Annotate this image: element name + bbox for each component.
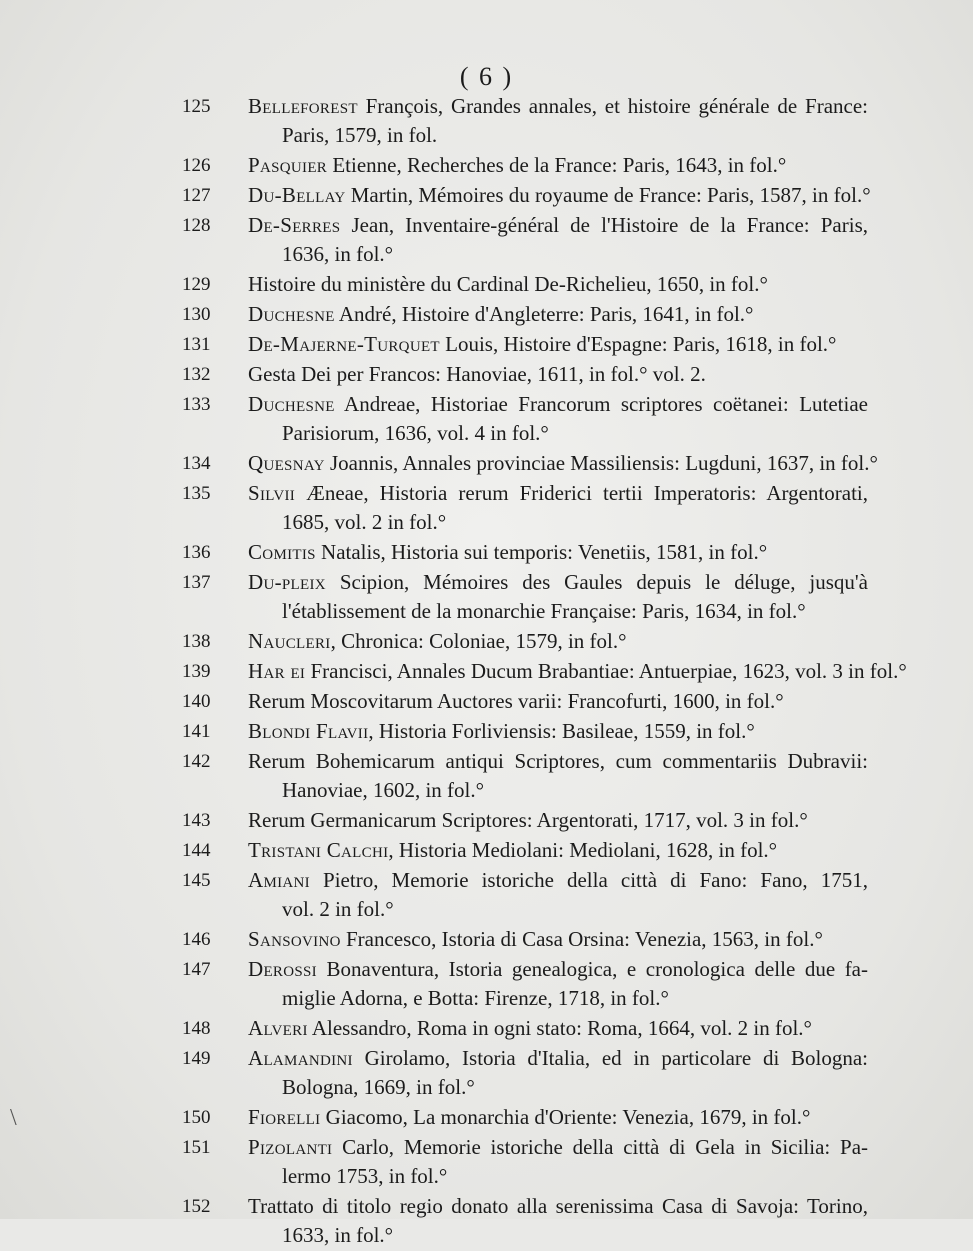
- entry-number: 151: [182, 1137, 211, 1158]
- entry-number: 149: [182, 1048, 211, 1069]
- entry-number: 152: [182, 1196, 211, 1217]
- entry-text: Francisci, Annales Ducum Brabantiae: Antuerpiae, 1623, vol. 3 in fol.°: [310, 659, 907, 683]
- catalog-entry: [0, 717, 868, 746]
- entry-text: Martin, Mémoires du royaume de France: Paris, 1587, in fol.°: [350, 183, 871, 207]
- entry-first-line: [248, 568, 868, 597]
- entry-text: Etienne, Recherches de la France: Paris, 1643, in fol.°: [332, 153, 787, 177]
- entry-text: François, Grandes annales, et histoire générale de France:: [365, 94, 868, 118]
- entry-author: Har ei: [248, 659, 306, 683]
- entry-first-line: [248, 866, 868, 895]
- entry-text: , Historia Mediolani: Mediolani, 1628, in fol.°: [388, 838, 778, 862]
- entry-continuation: 1633, in fol.°: [282, 1223, 394, 1247]
- entry-continuation: Hanoviae, 1602, in fol.°: [282, 778, 485, 802]
- entry-number: 137: [182, 572, 211, 593]
- entry-continuation: l'établissement de la monarchie Française: Paris, 1634, in fol.°: [282, 599, 806, 623]
- entry-continuation: lermo 1753, in fol.°: [282, 1164, 448, 1188]
- catalog-list: [0, 92, 973, 1251]
- entry-number: 142: [182, 751, 211, 772]
- catalog-entry: [0, 1014, 868, 1043]
- catalog-entry: [0, 449, 878, 478]
- catalog-entry: [0, 866, 868, 924]
- catalog-entry: [0, 479, 868, 537]
- entry-author: Comitis: [248, 540, 316, 564]
- entry-first-line: [248, 330, 868, 359]
- entry-number: 126: [182, 155, 211, 176]
- entry-text: Girolamo, Istoria d'Italia, ed in particolare di Bologna:: [364, 1046, 869, 1070]
- entry-author: Tristani Calchi: [248, 838, 389, 862]
- entry-text: Scipion, Mémoires des Gaules depuis le déluge, jusqu'à: [339, 570, 869, 594]
- margin-mark: \: [10, 1105, 17, 1131]
- catalog-entry: [0, 360, 868, 389]
- entry-number: 125: [182, 96, 211, 117]
- entry-text: Natalis, Historia sui temporis: Venetiis, 1581, in fol.°: [321, 540, 768, 564]
- entry-first-line: [248, 1103, 868, 1132]
- entry-first-line: [248, 1044, 868, 1073]
- entry-author: Duchesne: [248, 302, 335, 326]
- catalog-entry: [0, 627, 868, 656]
- entry-author: Naucleri: [248, 629, 331, 653]
- catalog-entry: [0, 747, 868, 805]
- entry-text: , Chronica: Coloniae, 1579, in fol.°: [330, 629, 627, 653]
- entry-first-line: [248, 151, 868, 180]
- entry-author: Du-Bellay: [248, 183, 346, 207]
- entry-number: 131: [182, 334, 211, 355]
- entry-first-line: [248, 479, 868, 508]
- entry-author: Derossi: [248, 957, 317, 981]
- entry-author: Belleforest: [248, 94, 358, 118]
- entry-text: Rerum Moscovitarum Auctores varii: Francofurti, 1600, in fol.°: [248, 689, 784, 713]
- entry-number: 133: [182, 394, 211, 415]
- entry-text: Andreae, Historiae Francorum scriptores coëtanei: Lutetiae: [344, 392, 868, 416]
- entry-first-line: [248, 925, 868, 954]
- entry-continuation: Parisiorum, 1636, vol. 4 in fol.°: [282, 421, 549, 445]
- catalog-entry: [0, 687, 868, 716]
- entry-number: 132: [182, 364, 211, 385]
- entry-first-line: [248, 747, 868, 776]
- entry-author: De-Serres: [248, 213, 341, 237]
- entry-text: Bonaventura, Istoria genealogica, e cronologica delle due fa-: [326, 957, 869, 981]
- catalog-entry: [0, 1192, 868, 1250]
- entry-first-line: [248, 181, 871, 210]
- entry-author: Pizolanti: [248, 1135, 333, 1159]
- catalog-entry: [0, 836, 868, 865]
- entry-text: Æneae, Historia rerum Friderici tertii Imperatoris: Argentorati,: [306, 481, 868, 505]
- entry-number: 140: [182, 691, 211, 712]
- entry-first-line: [248, 390, 868, 419]
- entry-first-line: [248, 627, 868, 656]
- catalog-entry: [0, 806, 868, 835]
- entry-author: Du-pleix: [248, 570, 326, 594]
- entry-number: 139: [182, 661, 211, 682]
- catalog-entry: [0, 657, 907, 686]
- entry-author: Silvii: [248, 481, 296, 505]
- entry-author: Quesnay: [248, 451, 325, 475]
- entry-first-line: [248, 955, 868, 984]
- entry-first-line: [248, 1192, 868, 1221]
- entry-text: , Historia Forliviensis: Basileae, 1559, in fol.°: [368, 719, 755, 743]
- entry-text: Jean, Inventaire-général de l'Histoire de la France: Paris,: [351, 213, 868, 237]
- entry-number: 128: [182, 215, 211, 236]
- entry-first-line: [248, 717, 868, 746]
- catalog-entry: [0, 1044, 868, 1102]
- entry-continuation: 1636, in fol.°: [282, 242, 394, 266]
- entry-first-line: [248, 92, 868, 121]
- entry-number: 148: [182, 1018, 211, 1039]
- entry-first-line: [248, 836, 868, 865]
- entry-text: Francesco, Istoria di Casa Orsina: Venezia, 1563, in fol.°: [345, 927, 823, 951]
- entry-continuation: Paris, 1579, in fol.: [282, 123, 438, 147]
- entry-author: Pasquier: [248, 153, 328, 177]
- entry-author: Amiani: [248, 868, 310, 892]
- entry-first-line: [248, 657, 907, 686]
- entry-first-line: [248, 449, 878, 478]
- entry-first-line: [248, 300, 868, 329]
- catalog-entry: [0, 211, 868, 269]
- entry-author: Alveri: [248, 1016, 308, 1040]
- entry-number: 144: [182, 840, 211, 861]
- entry-first-line: [248, 360, 868, 389]
- entry-first-line: [248, 806, 868, 835]
- entry-continuation: 1685, vol. 2 in fol.°: [282, 510, 447, 534]
- entry-text: Giacomo, La monarchia d'Oriente: Venezia, 1679, in fol.°: [325, 1105, 811, 1129]
- entry-text: André, Histoire d'Angleterre: Paris, 1641, in fol.°: [338, 302, 754, 326]
- page-number: ( 6 ): [459, 62, 514, 91]
- catalog-entry: [0, 270, 868, 299]
- entry-text: Pietro, Memorie istoriche della città di Fano: Fano, 1751,: [323, 868, 868, 892]
- catalog-entry: [0, 955, 868, 1013]
- entry-number: 143: [182, 810, 211, 831]
- entry-first-line: [248, 270, 868, 299]
- entry-author: Sansovino: [248, 927, 341, 951]
- entry-author: De-Majerne-Turquet: [248, 332, 440, 356]
- entry-number: 146: [182, 929, 211, 950]
- catalog-entry: [0, 1103, 868, 1132]
- entry-number: 145: [182, 870, 211, 891]
- entry-text: Carlo, Memorie istoriche della città di Gela in Sicilia: Pa-: [342, 1135, 869, 1159]
- entry-number: 138: [182, 631, 211, 652]
- catalog-entry: [0, 390, 868, 448]
- entry-text: Histoire du ministère du Cardinal De-Richelieu, 1650, in fol.°: [248, 272, 768, 296]
- catalog-entry: [0, 92, 868, 150]
- catalog-entry: [0, 925, 868, 954]
- catalog-entry: [0, 330, 868, 359]
- catalog-entry: [0, 300, 868, 329]
- entry-author: Blondi Flavii: [248, 719, 369, 743]
- entry-first-line: [248, 1133, 868, 1162]
- entry-continuation: Bologna, 1669, in fol.°: [282, 1075, 475, 1099]
- catalog-entry: [0, 181, 871, 210]
- entry-number: 135: [182, 483, 211, 504]
- entry-author: Duchesne: [248, 392, 335, 416]
- catalog-entry: [0, 538, 868, 567]
- entry-number: 127: [182, 185, 211, 206]
- entry-first-line: [248, 211, 868, 240]
- entry-text: Trattato di titolo regio donato alla serenissima Casa di Savoja: Torino,: [248, 1194, 868, 1218]
- entry-number: 150: [182, 1107, 211, 1128]
- entry-text: Joannis, Annales provinciae Massiliensis: Lugduni, 1637, in fol.°: [329, 451, 878, 475]
- entry-text: Gesta Dei per Francos: Hanoviae, 1611, in fol.° vol. 2.: [248, 362, 706, 386]
- entry-continuation: miglie Adorna, e Botta: Firenze, 1718, in fol.°: [282, 986, 669, 1010]
- entry-first-line: [248, 1014, 868, 1043]
- entry-text: Alessandro, Roma in ogni stato: Roma, 1664, vol. 2 in fol.°: [311, 1016, 812, 1040]
- entry-author: Alamandini: [248, 1046, 353, 1070]
- entry-number: 134: [182, 453, 211, 474]
- catalog-entry: [0, 568, 868, 626]
- entry-number: 129: [182, 274, 211, 295]
- catalog-entry: [0, 151, 868, 180]
- entry-first-line: [248, 687, 868, 716]
- entry-number: 147: [182, 959, 211, 980]
- entry-text: Rerum Bohemicarum antiqui Scriptores, cum commentariis Dubravii:: [248, 749, 868, 773]
- entry-text: Rerum Germanicarum Scriptores: Argentorati, 1717, vol. 3 in fol.°: [248, 808, 808, 832]
- entry-text: Louis, Histoire d'Espagne: Paris, 1618, in fol.°: [445, 332, 837, 356]
- entry-author: Fiorelli: [248, 1105, 321, 1129]
- entry-continuation: vol. 2 in fol.°: [282, 897, 394, 921]
- entry-number: 141: [182, 721, 211, 742]
- entry-number: 130: [182, 304, 211, 325]
- catalog-entry: [0, 1133, 868, 1191]
- entry-number: 136: [182, 542, 211, 563]
- entry-first-line: [248, 538, 868, 567]
